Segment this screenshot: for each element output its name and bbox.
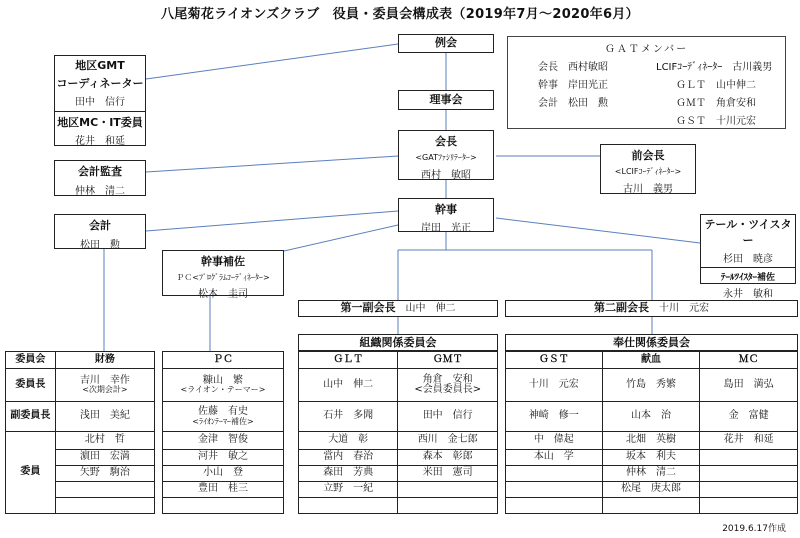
kanji-hosa-box xyxy=(162,250,284,300)
table-row xyxy=(6,369,155,402)
zenkaicho-name: 古川 義男 xyxy=(623,184,673,195)
kanji-box xyxy=(398,198,494,232)
table-row xyxy=(299,466,498,482)
table-row xyxy=(506,466,798,482)
vp1-label: 第一副会長 xyxy=(340,301,396,314)
vice-name: 山本 治 xyxy=(602,402,700,432)
kaikei-kansa-label: 会計監査 xyxy=(78,165,122,178)
member-cell: 森田 芳典 xyxy=(299,466,398,482)
table-row xyxy=(163,352,284,369)
member-cell xyxy=(398,482,498,498)
member-cell xyxy=(700,450,798,466)
table-row xyxy=(163,369,284,402)
reikai-box xyxy=(398,34,494,53)
member-cell xyxy=(163,498,284,514)
zenkaicho-box xyxy=(600,144,696,194)
kaikei-box xyxy=(54,214,146,249)
member-cell xyxy=(700,498,798,514)
tail-assist-name: 永井 敏和 xyxy=(723,289,773,300)
chiku-box xyxy=(54,55,146,146)
zenkaicho-sub: <LCIFｺｰﾃﾞｨﾈｰﾀｰ> xyxy=(614,167,682,176)
member-cell xyxy=(55,498,154,514)
member-cell: 小山 登 xyxy=(163,466,284,482)
committee-mc: ＭＣ xyxy=(700,352,798,369)
table-row xyxy=(299,352,498,369)
hoshi-header xyxy=(505,334,798,351)
col-chair: 委員長 xyxy=(6,369,56,402)
committee-glt: ＧＬＴ xyxy=(299,352,398,369)
member-cell: 本山 学 xyxy=(506,450,603,466)
committee-kenketsu: 献血 xyxy=(602,352,700,369)
member-cell: 金津 智俊 xyxy=(163,432,284,450)
table-row xyxy=(299,482,498,498)
member-cell: 濵田 宏満 xyxy=(55,450,154,466)
chiku-gmt-label1: 地区GMT xyxy=(75,59,125,72)
tail-box xyxy=(700,214,796,300)
table-hoshi xyxy=(505,351,798,514)
table-row xyxy=(163,450,284,466)
member-cell: 西川 金七郎 xyxy=(398,432,498,450)
tail-name: 杉田 暁彦 xyxy=(723,254,773,265)
table-row xyxy=(299,402,498,432)
vp2-box xyxy=(505,300,798,317)
chair-note: <次期会計> xyxy=(82,385,128,395)
chair-name: 角倉 安和 xyxy=(422,373,473,385)
chair-name: 島田 満弘 xyxy=(700,369,798,402)
gat-row-1-right: ＧＬＴ 山中伸二 xyxy=(676,80,756,91)
table-row xyxy=(506,450,798,466)
table-row xyxy=(506,352,798,369)
vp1-name: 山中 伸二 xyxy=(405,303,456,314)
member-cell: 豊田 桂三 xyxy=(163,482,284,498)
table-row xyxy=(506,498,798,514)
member-cell: 中 偉起 xyxy=(506,432,603,450)
chair-note: <会員委員長> xyxy=(414,384,482,395)
vice-name: 田中 信行 xyxy=(398,402,498,432)
kanji-name: 岸田 光正 xyxy=(421,223,471,234)
table-row xyxy=(6,432,155,450)
member-cell: 立野 一紀 xyxy=(299,482,398,498)
member-cell xyxy=(398,498,498,514)
tail-label: テール・ツイスター xyxy=(704,218,792,247)
member-cell xyxy=(700,466,798,482)
footer-date: 2019.6.17作成 xyxy=(722,524,786,534)
page-title: 八尾菊花ライオンズクラブ 役員・委員会構成表（2019年7月～2020年6月） xyxy=(161,7,639,22)
member-cell: 坂本 利夫 xyxy=(602,450,700,466)
gat-row-0-right: LCIFｺｰﾃﾞｨﾈｰﾀｰ 古川義男 xyxy=(656,62,773,73)
member-cell xyxy=(55,482,154,498)
vice-name: 佐藤 有史 xyxy=(198,406,248,418)
kaikei-kansa-box xyxy=(54,160,146,196)
gat-row-3-right: ＧＳＴ 十川元宏 xyxy=(676,116,756,127)
reikai-label: 例会 xyxy=(435,36,457,49)
soshiki-label: 組織関係委員会 xyxy=(359,336,437,349)
table-soshiki xyxy=(298,351,498,514)
kanji-hosa-label: 幹事補佐 xyxy=(201,255,245,268)
member-cell xyxy=(506,482,603,498)
committee-pc: ＰＣ xyxy=(163,352,284,369)
chair-name: 十川 元宏 xyxy=(506,369,603,402)
committee-gst: ＧＳＴ xyxy=(506,352,603,369)
tail-assist-label: ﾃｰﾙﾂｲｽﾀｰ補佐 xyxy=(720,273,775,283)
member-cell xyxy=(700,482,798,498)
member-cell: 北村 哲 xyxy=(55,432,154,450)
zenkaicho-label: 前会長 xyxy=(631,149,665,162)
chair-name: 山中 伸二 xyxy=(323,378,374,390)
hoshi-label: 奉仕関係委員会 xyxy=(613,336,690,349)
vice-name: 神崎 修一 xyxy=(506,402,603,432)
table-row xyxy=(163,498,284,514)
gat-row-0-left: 会長 西村敏昭 xyxy=(538,62,608,73)
member-cell: 森本 彰郎 xyxy=(398,450,498,466)
chiku-mc-name: 花井 和延 xyxy=(75,136,125,147)
chiku-gmt-name: 田中 信行 xyxy=(75,97,125,108)
tail-divider xyxy=(701,267,795,268)
kanji-hosa-sub: ＰＣ<ﾌﾟﾛｸﾞﾗﾑｺｰﾃﾞｨﾈｰﾀｰ> xyxy=(176,273,270,282)
table-row xyxy=(299,498,498,514)
gat-row-1-left: 幹事 岸田光正 xyxy=(538,80,608,91)
col-committee: 委員会 xyxy=(6,352,56,369)
member-cell xyxy=(299,498,398,514)
col-vice: 副委員長 xyxy=(6,402,56,432)
member-cell xyxy=(506,466,603,482)
line-kansa-kaicho xyxy=(146,156,398,172)
member-cell: 松尾 庚太郎 xyxy=(602,482,700,498)
vice-note: <ﾗｲｵﾝﾃｰﾏｰ補佐> xyxy=(192,416,254,426)
vice-name: 石井 多聞 xyxy=(299,402,398,432)
table-row xyxy=(299,432,498,450)
member-cell: 花井 和延 xyxy=(700,432,798,450)
table-row xyxy=(163,466,284,482)
member-cell: 大道 彰 xyxy=(299,432,398,450)
member-cell: 河井 敏之 xyxy=(163,450,284,466)
member-cell: 當内 春治 xyxy=(299,450,398,466)
table-row xyxy=(6,402,155,432)
rijikai-label: 理事会 xyxy=(429,93,463,106)
rijikai-box xyxy=(398,90,494,110)
vice-name: 金 富健 xyxy=(700,402,798,432)
committee-gmt: ＧＭＴ xyxy=(398,352,498,369)
member-cell xyxy=(602,498,700,514)
table-row xyxy=(506,369,798,402)
col-members: 委員 xyxy=(6,432,56,514)
kaicho-sub: <GATﾌｧｼﾘﾃｰﾀｰ> xyxy=(415,153,477,162)
kaicho-name: 西村 敏昭 xyxy=(421,170,471,181)
member-cell: 米田 憲司 xyxy=(398,466,498,482)
chiku-mc-label: 地区MC・IT委員 xyxy=(57,116,143,129)
table-row xyxy=(163,402,284,432)
line-gmt-reikai xyxy=(146,44,398,79)
table-pc xyxy=(162,351,284,514)
vp1-box xyxy=(298,300,498,317)
table-row xyxy=(163,482,284,498)
committee-zaimu: 財務 xyxy=(55,352,154,369)
kanji-hosa-name: 松本 圭司 xyxy=(198,289,248,300)
vp2-label: 第二副会長 xyxy=(594,301,649,314)
line-kanji-tail xyxy=(496,218,700,243)
table-row xyxy=(299,369,498,402)
kaikei-kansa-name: 仲林 清二 xyxy=(75,186,125,197)
line-kaikei-kanji xyxy=(146,211,398,231)
member-cell xyxy=(506,498,603,514)
chiku-gmt-label2: コーディネーター xyxy=(56,77,144,90)
kaikei-label: 会計 xyxy=(89,219,111,232)
gat-row-2-left: 会計 松田 勲 xyxy=(538,98,608,109)
chair-note: <ライオン・テーマー> xyxy=(180,385,266,395)
gat-row-2-right: ＧＭＴ 角倉安和 xyxy=(676,98,756,109)
member-cell: 仲林 清二 xyxy=(602,466,700,482)
kanji-label: 幹事 xyxy=(435,203,457,216)
gat-title: ＧＡＴメンバー xyxy=(604,44,689,55)
member-cell: 矢野 駒治 xyxy=(55,466,154,482)
soshiki-header xyxy=(298,334,498,351)
table-row xyxy=(506,432,798,450)
table-row xyxy=(506,482,798,498)
gat-members-box xyxy=(507,36,786,129)
table-zaimu xyxy=(5,351,155,514)
kaikei-name: 松田 勲 xyxy=(80,240,120,251)
kaicho-label: 会長 xyxy=(435,135,457,148)
kaicho-box xyxy=(398,130,494,180)
chair-name: 糠山 繁 xyxy=(203,374,243,386)
table-row xyxy=(163,432,284,450)
chair-name: 吉川 幸作 xyxy=(79,374,130,386)
chair-name: 竹島 秀繁 xyxy=(602,369,700,402)
vice-name: 浅田 美紀 xyxy=(79,410,130,422)
table-row xyxy=(299,450,498,466)
table-row xyxy=(6,352,155,369)
vp2-name: 十川 元宏 xyxy=(659,303,709,314)
table-row xyxy=(506,402,798,432)
chiku-divider xyxy=(55,111,145,112)
member-cell: 北畑 英樹 xyxy=(602,432,700,450)
